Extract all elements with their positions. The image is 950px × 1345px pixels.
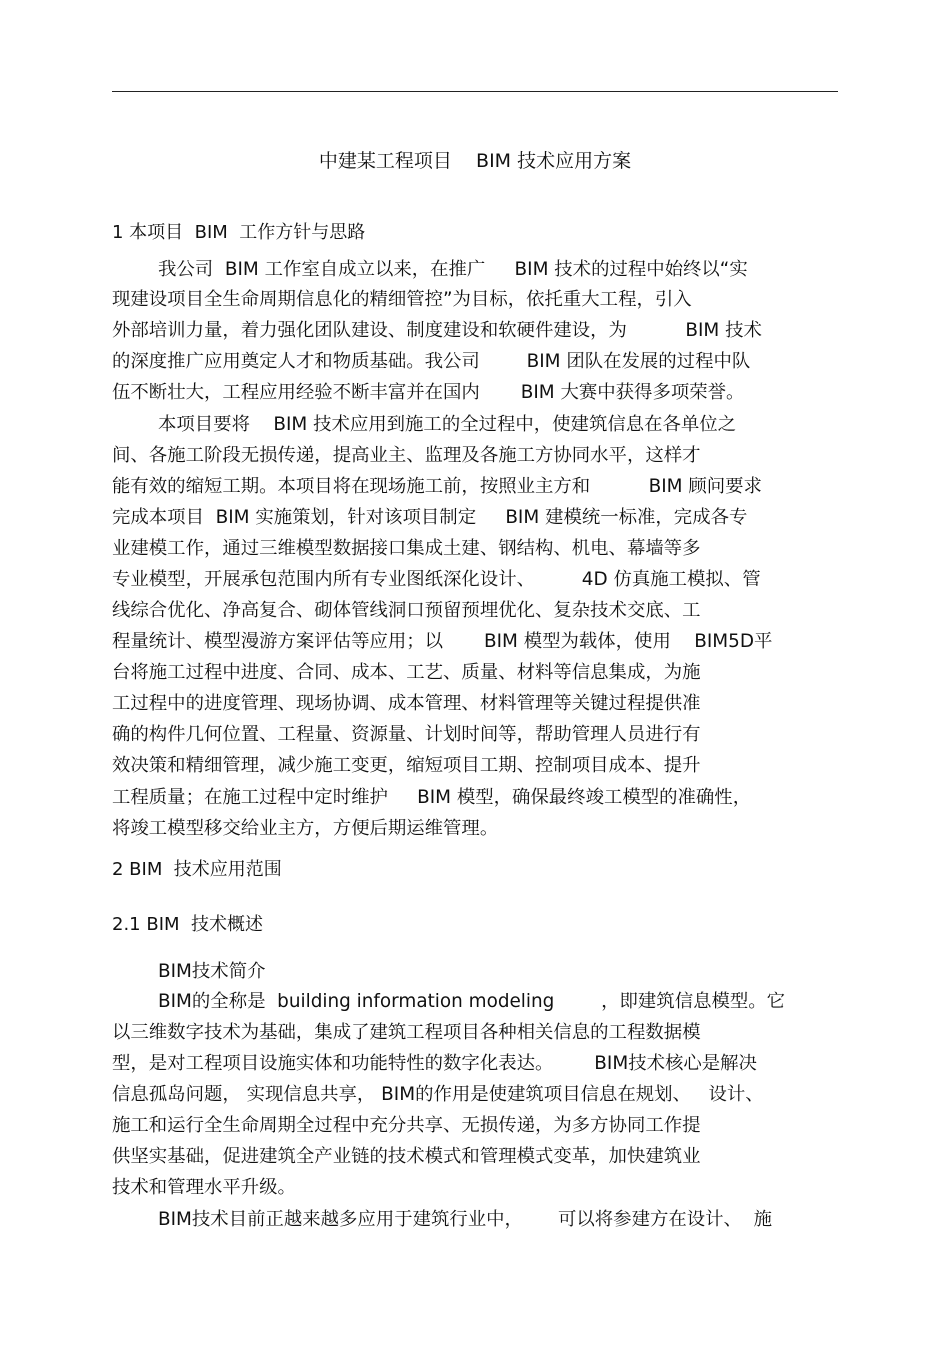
paragraph-line: 技术和管理水平升级。 [112,1177,296,1198]
paragraph-line: 将竣工模型移交给业主方，方便后期运维管理。 [112,818,499,839]
section-2-1-heading: 2.1 BIM 技术概述 [112,914,263,935]
paragraph-line: 线综合优化、净高复合、砌体管线洞口预留预埋优化、复杂技术交底、工 [112,600,701,621]
section-1-heading: 1 本项目 BIM 工作方针与思路 [112,222,366,243]
paragraph-line: 台将施工过程中进度、合同、成本、工艺、质量、材料等信息集成，为施 [112,662,701,683]
paragraph-line: 业建模工作，通过三维模型数据接口集成土建、钢结构、机电、幕墙等多 [112,538,701,559]
paragraph-line: 专业模型，开展承包范围内所有专业图纸深化设计、 4D 仿真施工模拟、管 [112,569,761,590]
paragraph-line: 信息孤岛问题， 实现信息共享， BIM的作用是使建筑项目信息在规划、 设计、 [112,1084,764,1105]
paragraph-line: 供坚实基础，促进建筑全产业链的技术模式和管理模式变革，加快建筑业 [112,1146,701,1167]
paragraph-line: 完成本项目 BIM 实施策划，针对该项目制定 BIM 建模统一标准，完成各专 [112,507,748,528]
paragraph-line: 现建设项目全生命周期信息化的精细管控”为目标，依托重大工程，引入 [112,289,692,310]
paragraph-line: 以三维数字技术为基础，集成了建筑工程项目各种相关信息的工程数据模 [112,1022,701,1043]
paragraph-line: BIM技术目前正越来越多应用于建筑行业中， 可以将参建方在设计、 施 [158,1209,773,1230]
paragraph-line: 效决策和精细管理，减少施工变更，缩短项目工期、控制项目成本、提升 [112,755,701,776]
paragraph-line: 型，是对工程项目设施实体和功能特性的数字化表达。 BIM技术核心是解决 [112,1053,757,1074]
paragraph-line: 工过程中的进度管理、现场协调、成本管理、材料管理等关键过程提供准 [112,693,701,714]
paragraph-line: 外部培训力量，着力强化团队建设、制度建设和软硬件建设，为 BIM 技术 [112,320,762,341]
header-rule [112,91,838,92]
section-2-heading: 2 BIM 技术应用范围 [112,859,282,880]
paragraph-line: 工程质量；在施工过程中定时维护 BIM 模型，确保最终竣工模型的准确性， [112,787,752,808]
paragraph-line: 确的构件几何位置、工程量、资源量、计划时间等，帮助管理人员进行有 [112,724,701,745]
paragraph-line: 我公司 BIM 工作室自成立以来，在推广 BIM 技术的过程中始终以“实 [158,259,748,280]
paragraph-line: 本项目要将 BIM 技术应用到施工的全过程中，使建筑信息在各单位之 [158,414,737,435]
subsection-intro: BIM技术简介 [158,961,266,982]
paragraph-line: 施工和运行全生命周期全过程中充分共享、无损传递，为多方协同工作提 [112,1115,701,1136]
document-title: 中建某工程项目 BIM 技术应用方案 [318,150,632,172]
paragraph-line: 间、各施工阶段无损传递，提高业主、监理及各施工方协同水平，这样才 [112,445,701,466]
paragraph-line: 伍不断壮大，工程应用经验不断丰富并在国内 BIM 大赛中获得多项荣誉。 [112,382,745,403]
paragraph-line: BIM的全称是 building information modeling ，即建筑信息模型。它 [158,991,786,1012]
paragraph-line: 程量统计、模型漫游方案评估等应用；以 BIM 模型为载体，使用 BIM5D平 [112,631,773,652]
paragraph-line: 的深度推广应用奠定人才和物质基础。我公司 BIM 团队在发展的过程中队 [112,351,751,372]
paragraph-line: 能有效的缩短工期。本项目将在现场施工前，按照业主方和 BIM 顾问要求 [112,476,762,497]
